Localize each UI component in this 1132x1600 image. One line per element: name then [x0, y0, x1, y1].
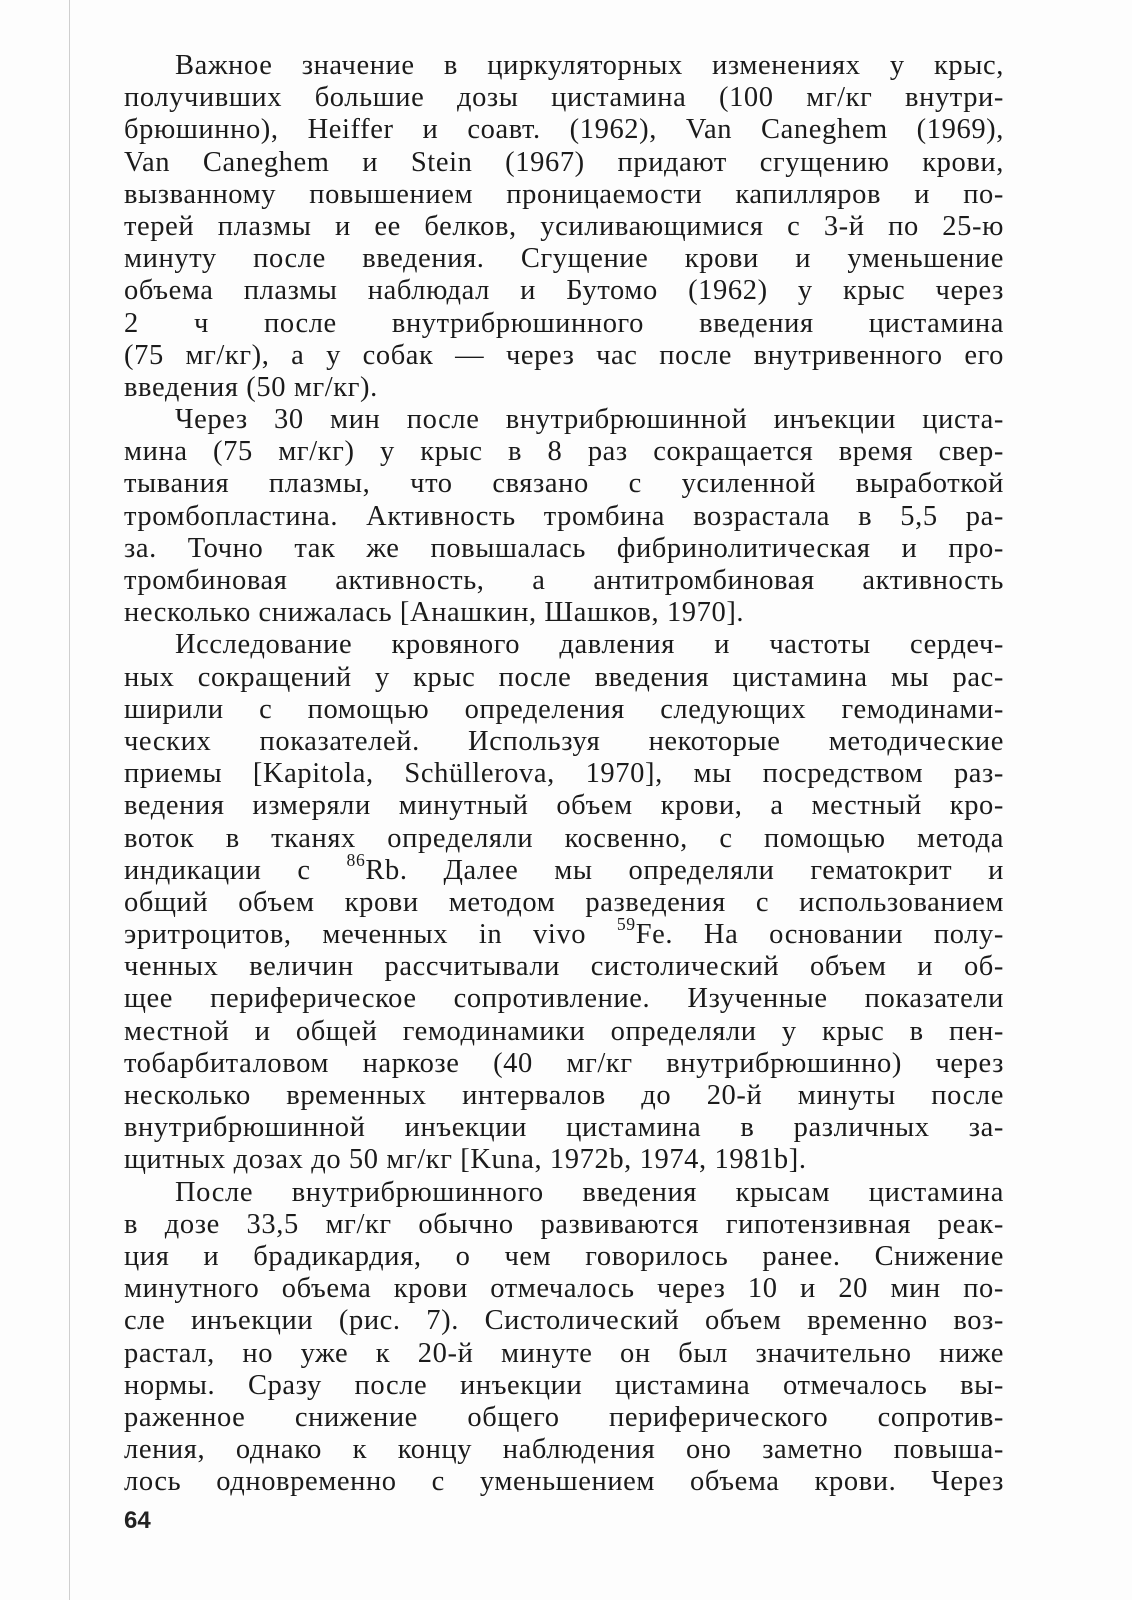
text-line: воток в тканях определяли косвенно, с помощью метода — [124, 822, 1004, 854]
text-fragment: Fe. На основании полу- — [635, 919, 1004, 951]
text-line: местной и общей гемодинамики определяли у крыс в пен- — [124, 1015, 1004, 1047]
text-line: брюшинно), Heiffer и соавт. (1962), Van Caneghem (1969), — [124, 114, 1004, 146]
text-line: тывания плазмы, что связано с усиленной выработкой — [124, 468, 1004, 500]
text-line: сле инъекции (рис. 7). Систолический объем временно воз- — [124, 1305, 1004, 1337]
text-line: щее периферическое сопротивление. Изученные показатели — [124, 983, 1004, 1015]
text-line: ширили с помощью определения следующих гемодинами- — [124, 693, 1004, 725]
text-fragment: Rb. Далее мы определяли гематокрит и — [365, 854, 1004, 886]
text-line: несколько временных интервалов до 20-й минуты после — [124, 1080, 1004, 1111]
text-line: раженное снижение общего периферического сопротив- — [124, 1401, 1004, 1433]
text-line: минутного объема крови отмечалось через 10 и 20 мин по- — [124, 1273, 1004, 1305]
text-line — [124, 913, 1004, 951]
text-line: растал, но уже к 20-й минуте он был значительно ниже — [124, 1337, 1004, 1369]
isotope-superscript: 86 — [346, 849, 366, 870]
isotope-superscript: 59 — [616, 913, 636, 934]
text-line: После внутрибрюшинного введения крысам цистамина — [175, 1176, 1004, 1208]
text-line: Важное значение в циркуляторных изменениях у крыс, — [175, 50, 1004, 81]
page-edge-divider — [69, 0, 70, 1600]
text-line: щитных дозах до 50 мг/кг [Kuna, 1972b, 1974, 1981b]. — [124, 1144, 807, 1176]
text-line: ченных величин рассчитывали систолический объем и об- — [124, 951, 1004, 983]
text-fragment: эритроцитов, меченных in vivo — [124, 919, 617, 951]
text-line: приемы [Kapitola, Schüllerova, 1970], мы посредством раз- — [124, 758, 1004, 790]
text-line: внутрибрюшинной инъекции цистамина в различных за- — [124, 1112, 1004, 1144]
text-line: ления, однако к концу наблюдения оно заметно повыша- — [124, 1434, 1004, 1466]
text-line: тромбопластина. Активность тромбина возрастала в 5,5 ра- — [124, 500, 1004, 532]
text-fragment: индикации с — [124, 854, 347, 886]
text-line: Через 30 мин после внутрибрюшинной инъекции циста- — [175, 404, 1004, 436]
text-line: терей плазмы и ее белков, усиливающимися с 3-й по 25-ю — [124, 210, 1004, 242]
text-line: получивших большие дозы цистамина (100 мг/кг внутри- — [124, 82, 1004, 114]
page-number: 64 — [124, 1507, 151, 1534]
text-line: ведения измеряли минутный объем крови, а местный кро- — [124, 790, 1004, 822]
text-line: (75 мг/кг), а у собак — через час после внутривенного его — [124, 339, 1004, 371]
text-line: ных сокращений у крыс после введения цистамина мы рас- — [124, 661, 1004, 693]
text-line: тобарбиталовом наркозе (40 мг/кг внутрибрюшинно) через — [124, 1047, 1004, 1079]
text-line: объема плазмы наблюдал и Бутомо (1962) у крыс через — [124, 275, 1004, 307]
text-line — [124, 849, 1004, 887]
text-line: несколько снижалась [Анашкин, Шашков, 1970]. — [124, 597, 745, 629]
body-text — [124, 50, 1004, 1498]
text-line: минуту после введения. Сгущение крови и уменьшение — [124, 243, 1004, 275]
text-line: Van Caneghem и Stein (1967) придают сгущению крови, — [124, 146, 1004, 178]
text-line: 2 ч после внутрибрюшинного введения цистамина — [124, 307, 1004, 339]
text-line: введения (50 мг/кг). — [124, 371, 378, 403]
text-line: тромбиновая активность, а антитромбиновая активность — [124, 565, 1004, 596]
text-line: вызванному повышением проницаемости капилляров и по- — [124, 178, 1004, 210]
text-line: нормы. Сразу после инъекции цистамина отмечалось вы- — [124, 1369, 1004, 1401]
text-line: в дозе 33,5 мг/кг обычно развиваются гипотензивная реак- — [124, 1208, 1004, 1240]
text-line: Исследование кровяного давления и частоты сердеч- — [175, 629, 1004, 661]
text-line: ческих показателей. Используя некоторые методические — [124, 725, 1004, 757]
text-line: ция и брадикардия, о чем говорилось ранее. Снижение — [124, 1240, 1004, 1272]
text-line: за. Точно так же повышалась фибринолитическая и про- — [124, 532, 1004, 564]
text-line: мина (75 мг/кг) у крыс в 8 раз сокращается время свер- — [124, 436, 1004, 468]
text-line: общий объем крови методом разведения с использованием — [124, 886, 1004, 918]
text-line: лось одновременно с уменьшением объема крови. Через — [124, 1466, 1004, 1498]
